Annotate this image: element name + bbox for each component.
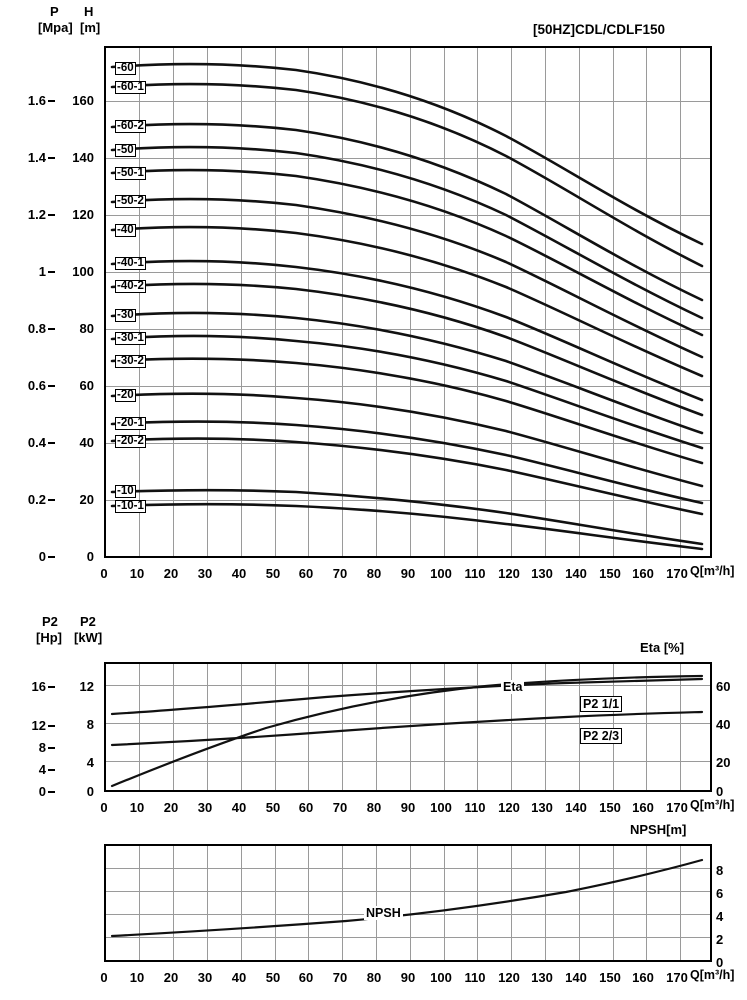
xaxis-label-1: Q[m³/h] [690, 564, 735, 578]
curve-label-60-1: -60-1 [117, 81, 144, 93]
axis-label-p-units: [Mpa] [38, 20, 73, 35]
tickmark-hp-0 [48, 791, 55, 793]
xtick1-110: 110 [464, 566, 486, 581]
ytick-eta-60: 60 [716, 679, 731, 694]
xtick2-100: 100 [430, 800, 452, 815]
tickmark-p-7 [48, 157, 55, 159]
xtick2-150: 150 [599, 800, 621, 815]
ytick-hp-12: 12 [31, 718, 46, 733]
axis-label-h-units: [m] [80, 20, 101, 35]
ytick-h-1: 20 [79, 492, 94, 507]
tickmark-hp-8 [48, 747, 55, 749]
ytick-p-8: 1.6 [27, 93, 46, 108]
xtick1-100: 100 [430, 566, 452, 581]
curve-label-50-1: -50-1 [117, 167, 144, 179]
ytick-kw-4: 4 [86, 755, 94, 770]
xtick1-170: 170 [666, 566, 688, 581]
ytick-p-2: 0.4 [27, 435, 46, 450]
head-flow-plot [104, 46, 712, 558]
xtick2-50: 50 [265, 800, 281, 815]
tickmark-p-0 [48, 556, 55, 558]
axis-label-p2-kw-units: [kW] [74, 630, 103, 645]
ytick-p-1: 0.2 [27, 492, 46, 507]
xtick2-160: 160 [632, 800, 654, 815]
xtick3-100: 100 [430, 970, 452, 985]
chart-title: [50HZ]CDL/CDLF150 [533, 22, 666, 37]
xtick1-0: 0 [100, 566, 108, 581]
xaxis-label-3: Q[m³/h] [690, 968, 735, 982]
ytick-h-5: 100 [72, 264, 94, 279]
curve-label-30: -30 [117, 309, 134, 321]
tickmark-p-1 [48, 499, 55, 501]
xtick1-150: 150 [599, 566, 621, 581]
ytick-hp-16: 16 [31, 679, 46, 694]
ytick-p-7: 1.4 [27, 150, 46, 165]
xtick1-50: 50 [265, 566, 281, 581]
xtick3-30: 30 [197, 970, 213, 985]
ytick-h-7: 140 [72, 150, 94, 165]
curve-label-10: -10 [117, 485, 134, 497]
xtick3-40: 40 [231, 970, 247, 985]
npsh-plot [104, 844, 712, 962]
ytick-p-0: 0 [38, 549, 46, 564]
ytick-eta-40: 40 [716, 717, 731, 732]
xtick3-50: 50 [265, 970, 281, 985]
xtick3-160: 160 [632, 970, 654, 985]
axis-label-h: H [84, 4, 94, 19]
xtick1-140: 140 [565, 566, 587, 581]
ytick-hp-0: 0 [38, 784, 46, 799]
curve-label-50: -50 [117, 144, 134, 156]
curve-label-eta: Eta [503, 680, 523, 694]
ytick-npsh-8: 8 [716, 863, 724, 878]
xtick1-20: 20 [163, 566, 179, 581]
xtick3-0: 0 [100, 970, 108, 985]
tickmark-hp-12 [48, 725, 55, 727]
curve-label-npsh: NPSH [366, 906, 401, 920]
curve-label-10-1: -10-1 [117, 500, 144, 512]
ytick-kw-0: 0 [86, 784, 94, 799]
tickmark-p-2 [48, 442, 55, 444]
ytick-npsh-6: 6 [716, 886, 724, 901]
curve-label-20: -20 [117, 389, 134, 401]
curve-label-p2-2-3: P2 2/3 [580, 728, 622, 744]
curve-label-30-2: -30-2 [117, 355, 144, 367]
xtick3-70: 70 [332, 970, 348, 985]
ytick-eta-20: 20 [716, 755, 731, 770]
xtick1-120: 120 [498, 566, 520, 581]
curve-label-p2-1-1: P2 1/1 [580, 696, 622, 712]
xtick2-20: 20 [163, 800, 179, 815]
ytick-p-4: 0.8 [27, 321, 46, 336]
xtick3-80: 80 [366, 970, 382, 985]
xtick2-130: 130 [531, 800, 553, 815]
xtick1-130: 130 [531, 566, 553, 581]
ytick-h-8: 160 [72, 93, 94, 108]
xtick1-80: 80 [366, 566, 382, 581]
xtick3-10: 10 [129, 970, 145, 985]
ytick-h-3: 60 [79, 378, 94, 393]
xtick1-160: 160 [632, 566, 654, 581]
xtick2-0: 0 [100, 800, 108, 815]
xtick3-60: 60 [298, 970, 314, 985]
tickmark-hp-16 [48, 686, 55, 688]
axis-label-p: P [50, 4, 59, 19]
curve-label-20-1: -20-1 [117, 417, 144, 429]
curve-label-60-2: -60-2 [117, 120, 144, 132]
xtick2-30: 30 [197, 800, 213, 815]
ytick-h-0: 0 [86, 549, 94, 564]
axis-label-eta: Eta [%] [640, 640, 685, 655]
ytick-hp-4: 4 [38, 762, 46, 777]
xtick2-80: 80 [366, 800, 382, 815]
curve-label-40-2: -40-2 [117, 280, 144, 292]
ytick-h-6: 120 [72, 207, 94, 222]
ytick-h-4: 80 [79, 321, 94, 336]
ytick-p-5: 1 [38, 264, 46, 279]
xtick2-40: 40 [231, 800, 247, 815]
curve-label-20-2: -20-2 [117, 435, 144, 447]
curve-label-30-1: -30-1 [117, 332, 144, 344]
xtick2-140: 140 [565, 800, 587, 815]
xtick1-70: 70 [332, 566, 348, 581]
xtick1-60: 60 [298, 566, 314, 581]
tickmark-hp-4 [48, 769, 55, 771]
tickmark-p-3 [48, 385, 55, 387]
ytick-npsh-0: 0 [716, 955, 724, 970]
curve-label-50-2: -50-2 [117, 195, 144, 207]
axis-label-p2-kw: P2 [80, 614, 96, 629]
xtick2-170: 170 [666, 800, 688, 815]
tickmark-p-5 [48, 271, 55, 273]
ytick-npsh-2: 2 [716, 932, 724, 947]
ytick-kw-8: 8 [86, 717, 94, 732]
xtick2-110: 110 [464, 800, 486, 815]
tickmark-p-6 [48, 214, 55, 216]
ytick-npsh-4: 4 [716, 909, 724, 924]
xtick3-20: 20 [163, 970, 179, 985]
xtick3-150: 150 [599, 970, 621, 985]
xtick2-120: 120 [498, 800, 520, 815]
xtick3-110: 110 [464, 970, 486, 985]
head-curves [106, 48, 710, 556]
ytick-kw-12: 12 [79, 679, 94, 694]
xtick1-90: 90 [400, 566, 416, 581]
axis-label-npsh: NPSH[m] [630, 822, 687, 837]
xtick3-120: 120 [498, 970, 520, 985]
tickmark-p-4 [48, 328, 55, 330]
xtick2-10: 10 [129, 800, 145, 815]
xaxis-label-2: Q[m³/h] [690, 798, 735, 812]
xtick1-40: 40 [231, 566, 247, 581]
curve-label-40: -40 [117, 224, 134, 236]
xtick1-10: 10 [129, 566, 145, 581]
curve-label-60: -60 [117, 62, 134, 74]
xtick3-90: 90 [400, 970, 416, 985]
ytick-h-2: 40 [79, 435, 94, 450]
ytick-hp-8: 8 [38, 740, 46, 755]
tickmark-p-8 [48, 100, 55, 102]
xtick2-60: 60 [298, 800, 314, 815]
xtick2-70: 70 [332, 800, 348, 815]
ytick-eta-0: 0 [716, 784, 724, 799]
npsh-curve [106, 846, 710, 960]
axis-label-p2-hp: P2 [42, 614, 58, 629]
xtick1-30: 30 [197, 566, 213, 581]
power-eta-curves [106, 664, 710, 790]
xtick3-130: 130 [531, 970, 553, 985]
xtick3-170: 170 [666, 970, 688, 985]
xtick3-140: 140 [565, 970, 587, 985]
ytick-p-6: 1.2 [27, 207, 46, 222]
xtick2-90: 90 [400, 800, 416, 815]
axis-label-p2-hp-units: [Hp] [36, 630, 62, 645]
ytick-p-3: 0.6 [27, 378, 46, 393]
power-efficiency-plot [104, 662, 712, 792]
curve-label-40-1: -40-1 [117, 257, 144, 269]
